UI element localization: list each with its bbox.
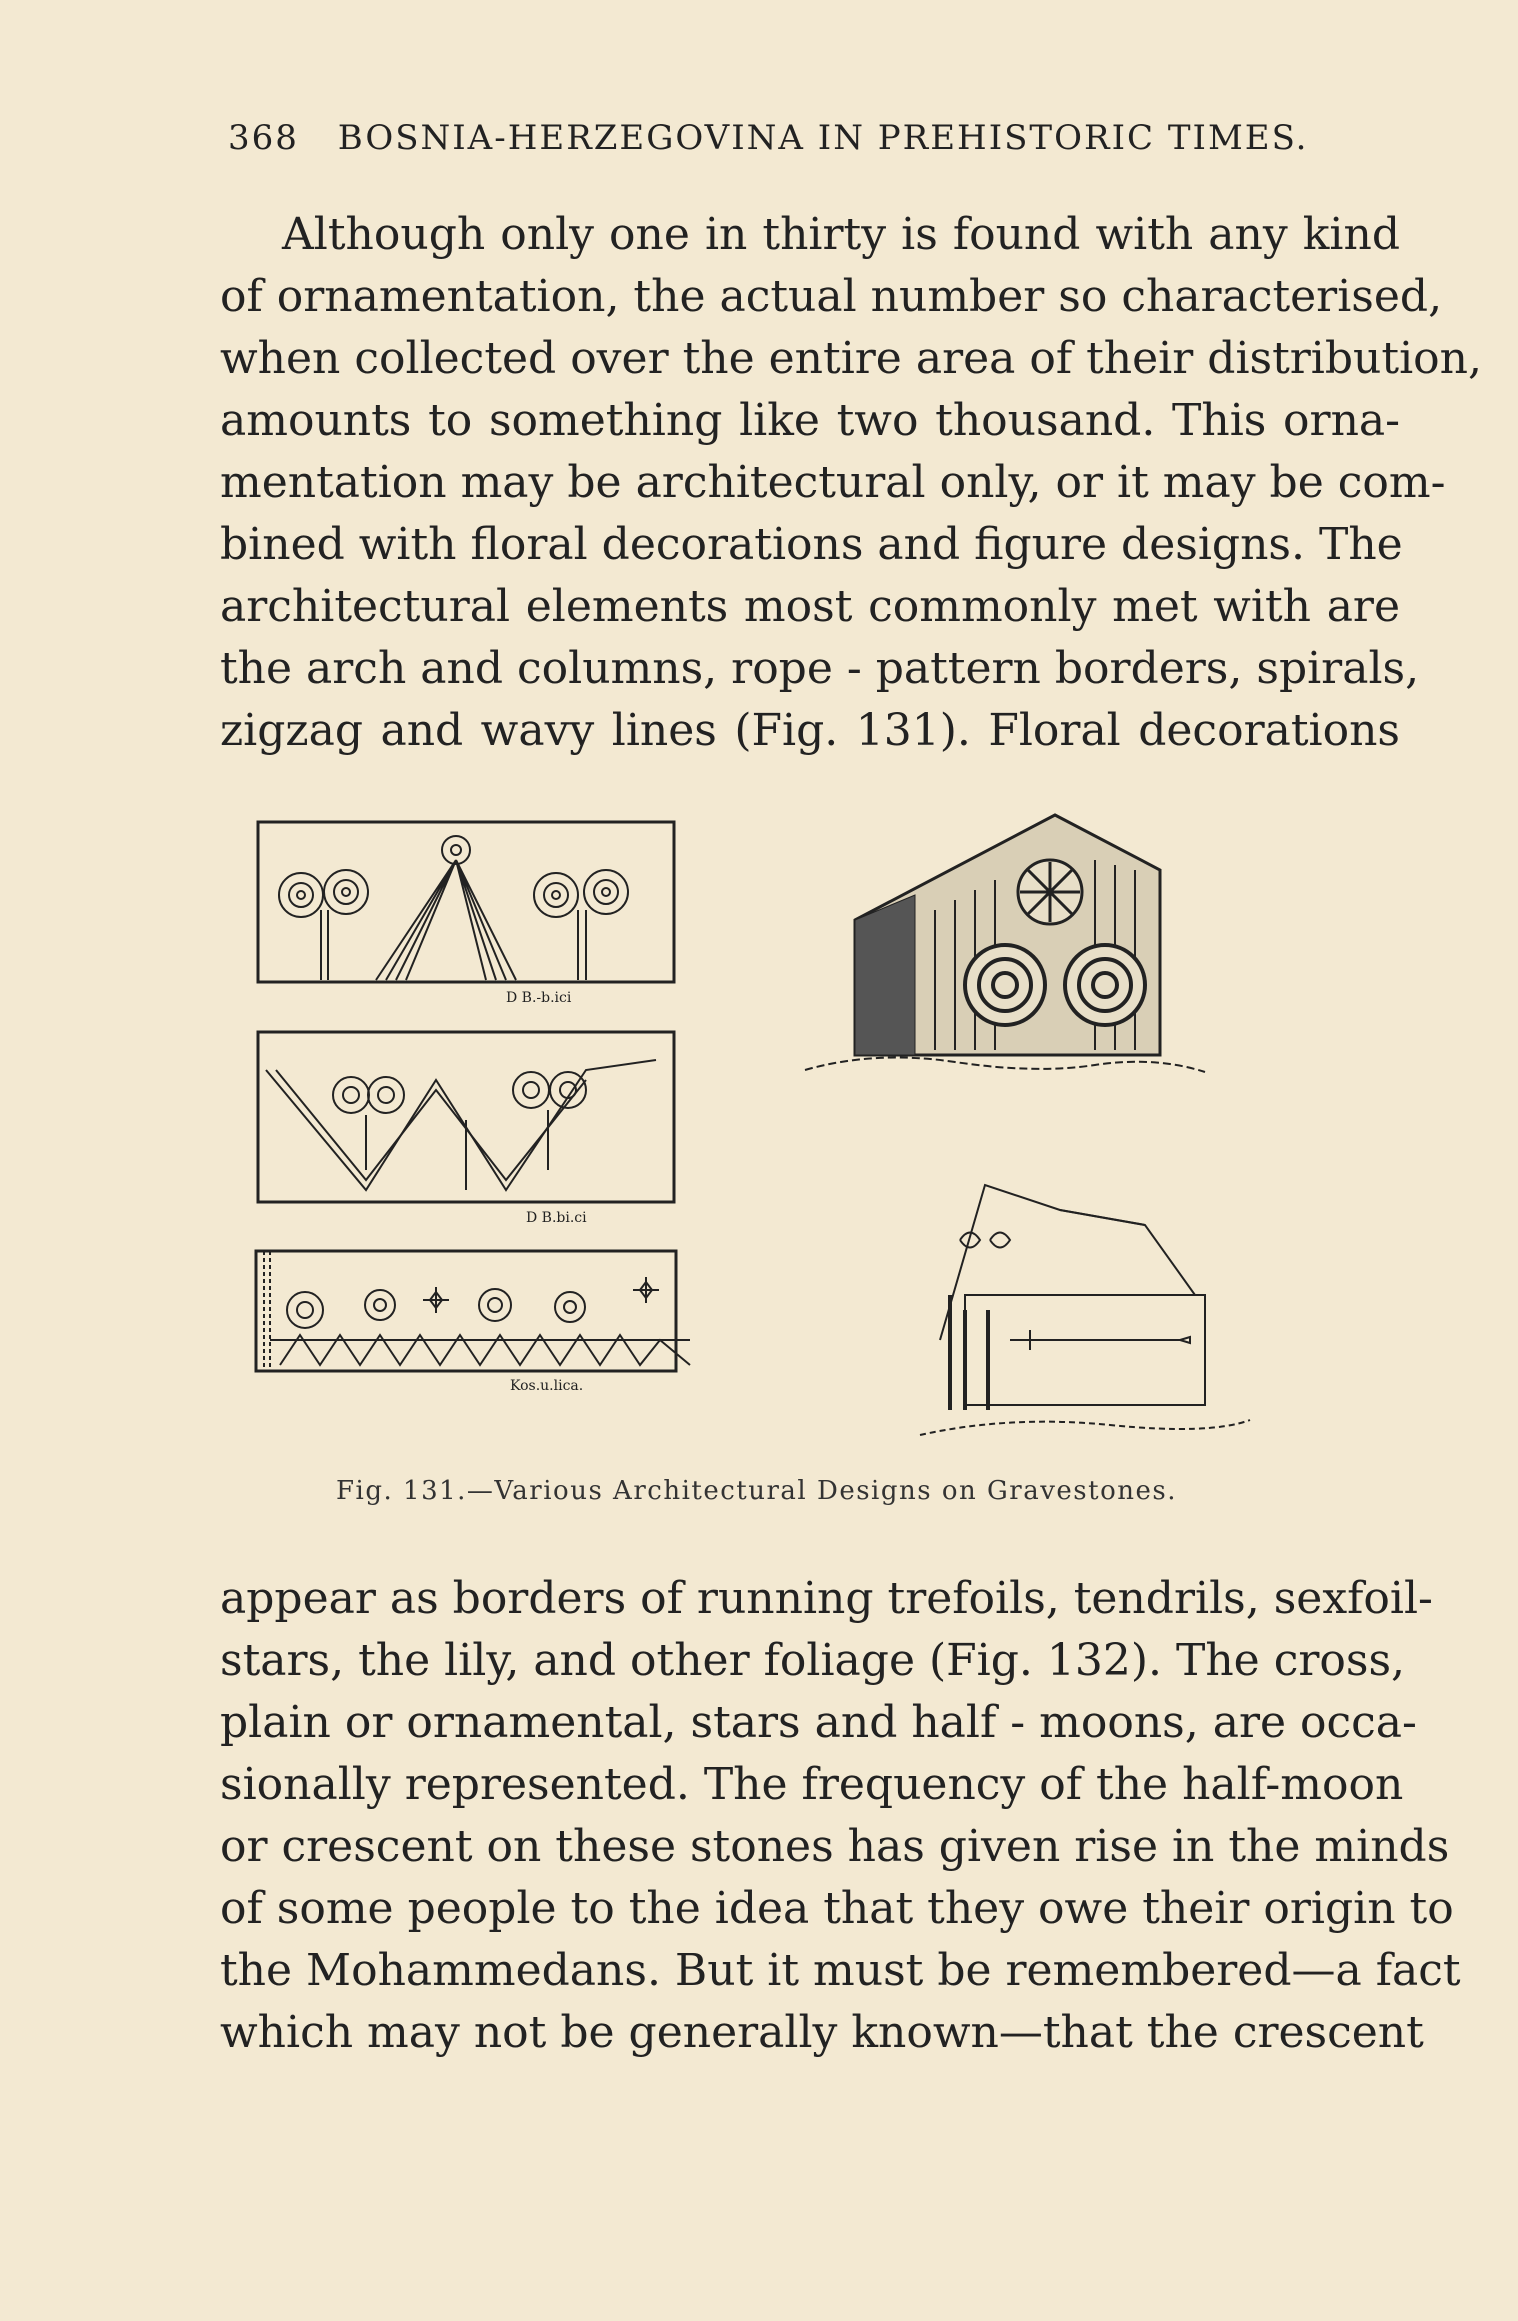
panel-zigzag-spirals <box>256 1030 676 1225</box>
text-line: Although only one in thirty is found with any kind <box>282 209 1400 260</box>
text-line: of ornamentation, the actual number so characterised, <box>220 271 1443 322</box>
panel-arch-spirals <box>256 820 676 1005</box>
gravestone-house-sketch <box>795 800 1215 1100</box>
text-line: sionally represented. The frequency of the half-moon <box>220 1759 1404 1810</box>
panel-rope-border <box>250 1235 710 1395</box>
paragraph-1 <box>220 204 1482 762</box>
panel-label: D B.-b.ici <box>506 990 572 1005</box>
figure-131 <box>250 800 1400 1500</box>
text-line: stars, the lily, and other foliage (Fig. 132). The cross, <box>220 1635 1406 1686</box>
text-line: plain or ornamental, stars and half - moons, are occa- <box>220 1697 1417 1748</box>
paragraph-2 <box>220 1568 1461 2064</box>
text-line: amounts to something like two thousand. This orna- <box>220 395 1400 446</box>
running-header <box>228 118 1308 158</box>
text-line: the Mohammedans. But it must be remembered—a fact <box>220 1945 1461 1996</box>
text-line: the arch and columns, rope - pattern borders, spirals, <box>220 643 1420 694</box>
text-line: mentation may be architectural only, or it may be com- <box>220 457 1446 508</box>
text-line: architectural elements most commonly met with are <box>220 581 1400 632</box>
page-number: 368 <box>228 118 299 158</box>
text-line: which may not be generally known—that the crescent <box>220 2007 1424 2058</box>
text-line: or crescent on these stones has given rise in the minds <box>220 1821 1450 1872</box>
text-line: when collected over the entire area of their distribution, <box>220 333 1482 384</box>
gravestone-sword-sketch <box>910 1180 1260 1440</box>
figure-caption: Fig. 131.—Various Architectural Designs on Gravestones. <box>336 1476 1177 1506</box>
panel-label: Kos.u.lica. <box>510 1378 584 1394</box>
running-title: BOSNIA-HERZEGOVINA IN PREHISTORIC TIMES. <box>337 118 1309 158</box>
panel-label: D B.bi.ci <box>526 1210 587 1225</box>
text-line: zigzag and wavy lines (Fig. 131). Floral decorations <box>220 705 1400 756</box>
text-line: of some people to the idea that they owe their origin to <box>220 1883 1454 1934</box>
text-line: appear as borders of running trefoils, tendrils, sexfoil- <box>220 1573 1433 1624</box>
text-line: bined with floral decorations and figure designs. The <box>220 519 1403 570</box>
